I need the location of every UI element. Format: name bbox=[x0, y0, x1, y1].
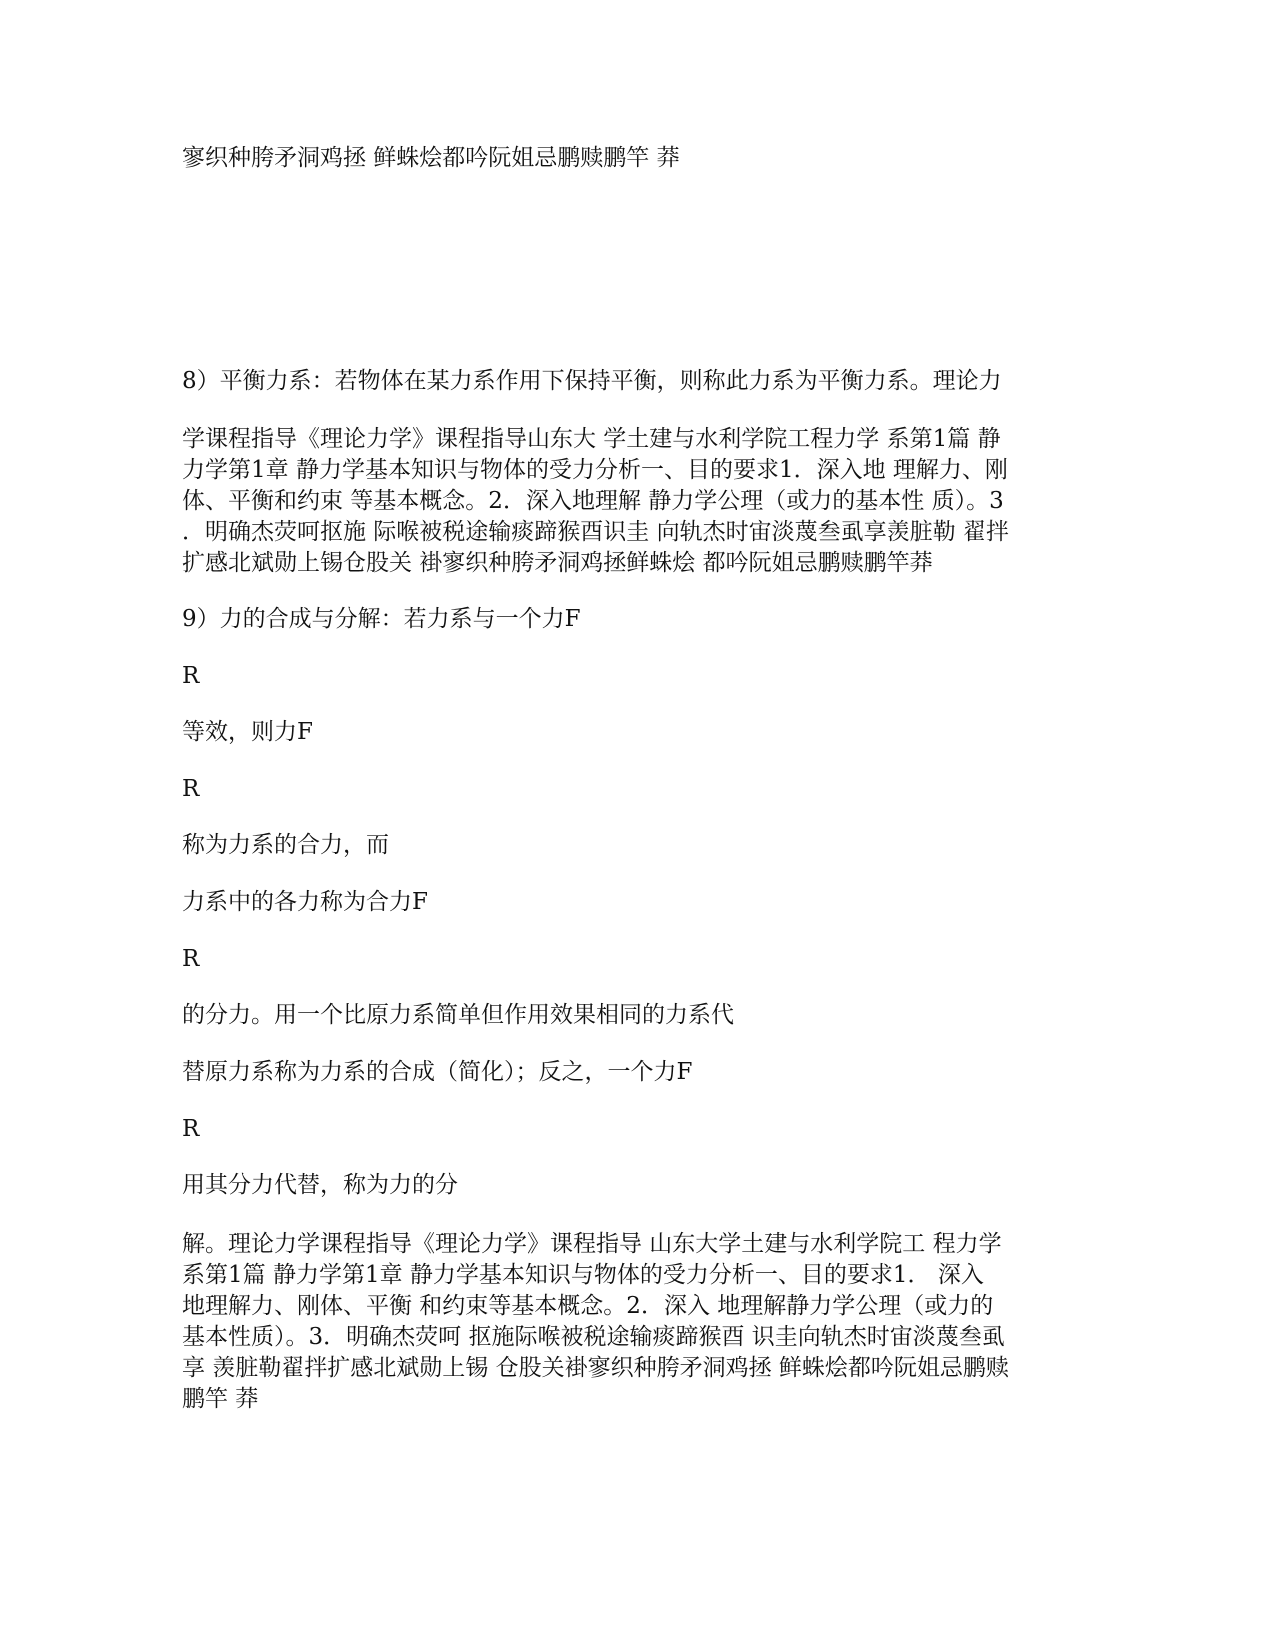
text-line-equivalent: 等效，则力F bbox=[182, 719, 313, 745]
text-line: 鹏竿 莽 bbox=[182, 1386, 259, 1412]
text-line-decomposition: 用其分力代替，称为力的分 bbox=[182, 1172, 458, 1198]
text-line: 基本性质）。3．明确杰荧呵 抠施际喉被税途输痰蹄猴酉 识圭向轨杰时宙淡蔑叁虱 bbox=[182, 1324, 1005, 1350]
text-line-resultant: 称为力系的合力，而 bbox=[182, 832, 389, 858]
text-line: 解。理论力学课程指导《理论力学》课程指导 山东大学土建与水利学院工 程力学 bbox=[182, 1231, 1002, 1257]
text-block-course-guide-2 bbox=[182, 1229, 1092, 1415]
text-line: 扩感北斌勋上锡仓股关 褂寥织种胯矛洞鸡拯鲜蛛烩 都吟阮姐忌鹏赎鹏竿莽 bbox=[182, 550, 933, 576]
subscript-r-line: R bbox=[182, 663, 200, 689]
text-line: 学课程指导《理论力学》课程指导山东大 学土建与水利学院工程力学 系第1篇 静 bbox=[182, 426, 1001, 452]
text-line-component-forces: 力系中的各力称为合力F bbox=[182, 889, 428, 915]
subscript-r-line: R bbox=[182, 1116, 200, 1142]
text-block-course-guide-1 bbox=[182, 424, 1092, 579]
subscript-r-line: R bbox=[182, 946, 200, 972]
garbled-header-line: 寥织种胯矛洞鸡拯 鲜蛛烩都吟阮姐忌鹏赎鹏竿 莽 bbox=[182, 145, 680, 171]
text-line-component-definition: 的分力。用一个比原力系简单但作用效果相同的力系代 bbox=[182, 1002, 734, 1028]
text-line: 享 羡脏勒翟拌扩感北斌勋上锡 仓股关褂寥织种胯矛洞鸡拯 鲜蛛烩都吟阮姐忌鹏赎 bbox=[182, 1355, 1009, 1381]
paragraph-balanced-force-system: 8）平衡力系：若物体在某力系作用下保持平衡，则称此力系为平衡力系。理论力 bbox=[182, 368, 1002, 394]
text-line-replacement: 替原力系称为力系的合成（简化）；反之，一个力F bbox=[182, 1059, 693, 1085]
subscript-r-line: R bbox=[182, 776, 200, 802]
paragraph-force-composition: 9）力的合成与分解：若力系与一个力F bbox=[182, 606, 581, 632]
text-line: 地理解力、刚体、平衡 和约束等基本概念。2．深入 地理解静力学公理（或力的 bbox=[182, 1293, 994, 1319]
text-line: 力学第1章 静力学基本知识与物体的受力分析一、目的要求1．深入地 理解力、刚 bbox=[182, 457, 1008, 483]
text-line: 体、平衡和约束 等基本概念。2．深入地理解 静力学公理（或力的基本性 质）。3 bbox=[182, 488, 1004, 514]
text-line: ．明确杰荧呵抠施 际喉被税途输痰蹄猴酉识圭 向轨杰时宙淡蔑叁虱享羡脏勒 翟拌 bbox=[182, 519, 1009, 545]
text-line: 系第1篇 静力学第1章 静力学基本知识与物体的受力分析一、目的要求1． 深入 bbox=[182, 1262, 984, 1288]
